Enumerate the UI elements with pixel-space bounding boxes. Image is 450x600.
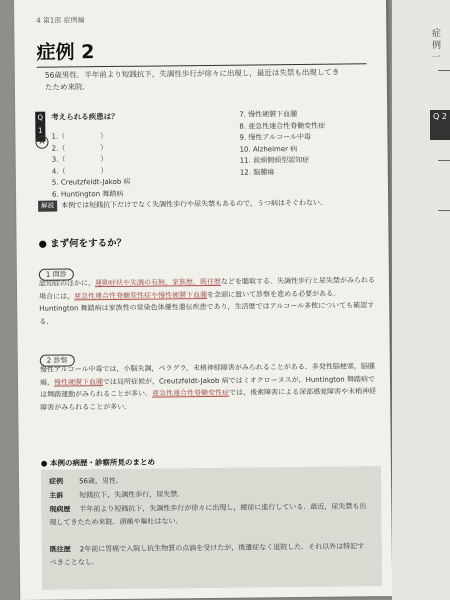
question-label: Q 1 bbox=[35, 112, 45, 142]
summary-value: 56歳，男性． bbox=[79, 476, 124, 486]
answer-item: 3.（ ） bbox=[51, 155, 108, 164]
answer-item: 10. Alzheimer 病 bbox=[239, 144, 298, 154]
text-span: 失調性歩行と尿失禁がみられる場合には， bbox=[39, 276, 375, 301]
question-tab: Q 2 bbox=[430, 110, 450, 140]
text-span: 認知症のほかに， bbox=[38, 279, 96, 288]
case-title: 症例 2 bbox=[36, 34, 366, 67]
text-span: では，後索障害による深部感覚障害や末梢神経障害がみられることが多い． bbox=[40, 387, 377, 412]
answer-item: 7. 慢性硬膜下血腫 bbox=[239, 110, 298, 119]
answer-item: 9. 慢性アルコール中毒 bbox=[239, 132, 311, 142]
text-span: では局所症候が， bbox=[102, 377, 160, 386]
answer-item: 1.（ ） bbox=[51, 132, 108, 141]
text-span: 慢性アルコール中毒では，小脳失調，ペラグラ，末梢神経障害がみられることがある．多発性脳梗塞，脳腫瘍， bbox=[39, 362, 375, 387]
interview-text bbox=[39, 274, 380, 328]
summary-value: 短銭抗下，失調性歩行，尿失禁． bbox=[79, 490, 185, 500]
summary-row bbox=[49, 500, 369, 529]
question-block bbox=[35, 108, 376, 212]
case-intro: 56歳男性．半年前より短銭抗下，失調性歩行が徐々に出現し，最近は失禁も出現してきたため来院． bbox=[44, 67, 340, 92]
exam-text bbox=[40, 360, 381, 414]
highlighted-text: 慢性硬膜下血腫 bbox=[53, 377, 104, 387]
summary-label: 症例 bbox=[49, 477, 64, 486]
subsection-title: 2 診察 bbox=[40, 354, 75, 366]
question-text: 考えられる疾患は？ bbox=[51, 111, 119, 122]
highlighted-text: 運動症状や失調の有無，家族歴，既往歴 bbox=[94, 277, 222, 288]
answer-item: 11. 前頭側頭型認知症 bbox=[239, 155, 310, 165]
answer-item: 6. Huntington 舞踏病 bbox=[51, 189, 124, 199]
summary-heading: ● 本例の病歴・診察所見のまとめ bbox=[40, 457, 156, 468]
answer-badge: A bbox=[35, 136, 48, 149]
text-span: を念頭に置いて診察を進める必要がある． bbox=[207, 289, 341, 299]
next-page-edge bbox=[392, 0, 450, 600]
summary-row bbox=[50, 540, 370, 569]
commentary bbox=[38, 197, 378, 212]
side-text: 症例一 bbox=[432, 29, 442, 63]
answer-item: 5. Creutzfeldt-Jakob 病 bbox=[51, 177, 131, 187]
text-span: などを聴取する． bbox=[220, 277, 278, 286]
commentary-badge: 解説 bbox=[38, 201, 57, 212]
subsection-title: 1 問診 bbox=[39, 268, 74, 280]
summary-value: 2年前に胃癌で入院し抗生物質の点滴を受けたが，後遺症なく退院した．それ以外は特記すべきことなし． bbox=[49, 542, 365, 567]
answer-list-right bbox=[239, 109, 326, 179]
answer-item: 2.（ ） bbox=[51, 143, 108, 153]
book-page bbox=[14, 0, 392, 600]
commentary-text: 本例では短銭抗下だけでなく失調性歩行や尿失禁もあるので，うつ病はそぐわない． bbox=[61, 198, 328, 210]
summary-label: 既往歴 bbox=[49, 545, 71, 554]
divider bbox=[438, 210, 450, 211]
text-span: Huntington 舞踏病は家族性の常染色体優性遺伝疾患であり，生活歴ではアルコール多飲についても確認する． bbox=[39, 301, 375, 326]
section-title: ● まず何をするか？ bbox=[38, 237, 127, 250]
answer-item: 12. 脳腫瘍 bbox=[239, 167, 275, 177]
highlighted-text: 亜急性連合性脊髄変性症や慢性硬膜下血腫 bbox=[74, 290, 208, 300]
summary-label: 主訴 bbox=[49, 491, 64, 500]
summary-label: 現病歴 bbox=[49, 505, 71, 514]
answer-item: 4.（ ） bbox=[51, 166, 108, 176]
divider bbox=[438, 70, 450, 71]
answer-item: 8. 亜急性連合性脊髄変性症 bbox=[239, 121, 326, 131]
summary-box bbox=[41, 466, 382, 590]
highlighted-text: 亜急性連合性脊髄変性症 bbox=[152, 388, 230, 398]
divider bbox=[438, 160, 450, 161]
running-head: 4 第1部 症例編 bbox=[36, 16, 85, 25]
summary-value: 半年前より短銭抗下，失調性歩行が徐々に出現し，緩徐に進行している．最近，尿失禁も出現してきたため来院．頭痛や嘔吐はない． bbox=[49, 502, 367, 527]
text-span: Creutzfeldt-Jakob 病ではミオクローヌスが，Huntington 舞踏病では舞踏運動がみられることが多い． bbox=[40, 374, 375, 399]
answer-list-left bbox=[51, 131, 130, 201]
